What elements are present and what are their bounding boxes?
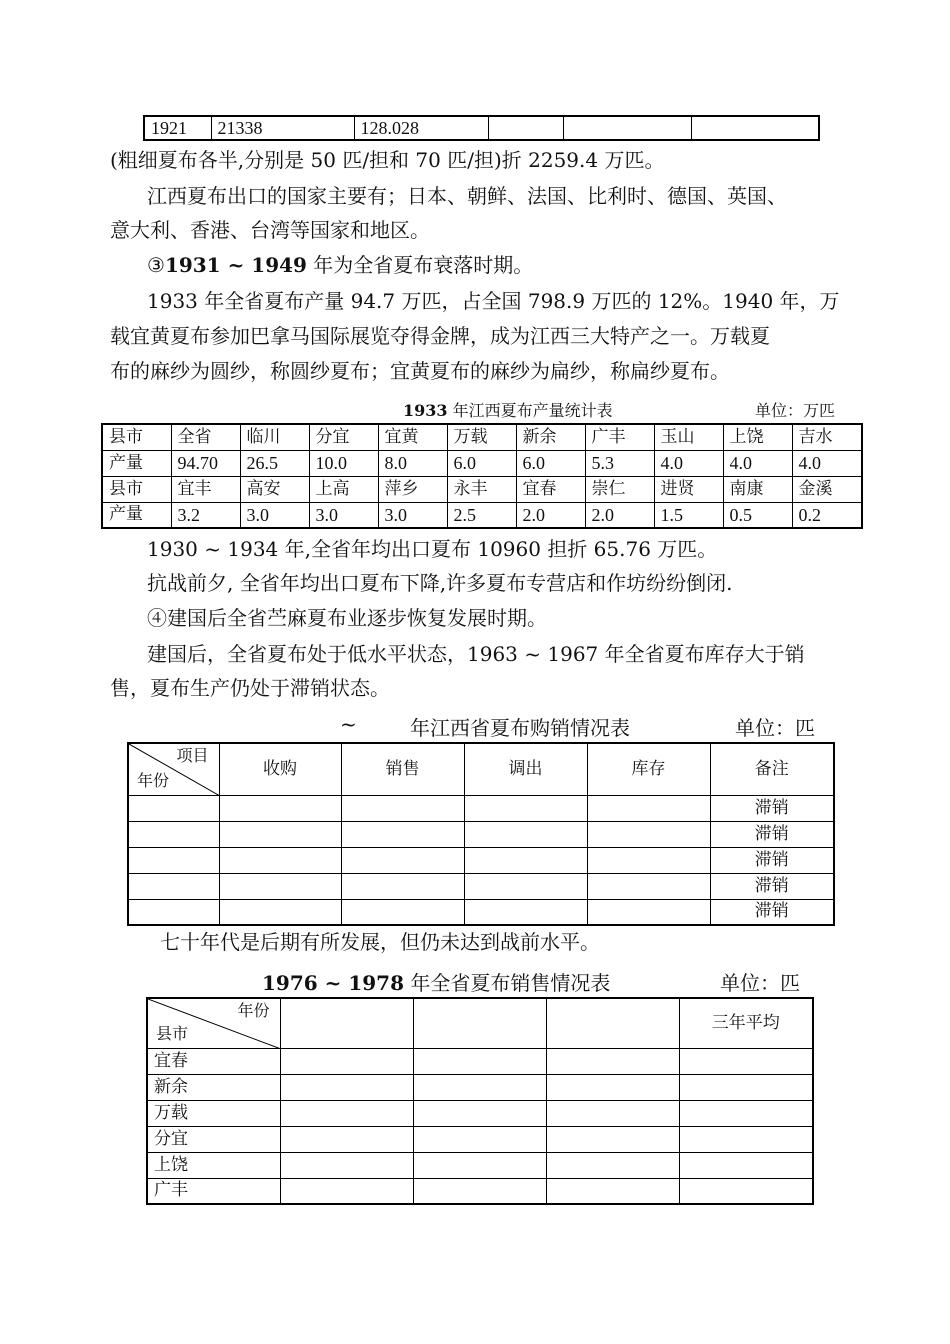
cell: 县市 [102, 424, 171, 450]
cell [546, 1152, 679, 1178]
cell [219, 873, 341, 899]
paragraph: 载宜黄夏布参加巴拿马国际展览夺得金牌，成为江西三大特产之一。万载夏 [110, 324, 770, 348]
cell [464, 795, 587, 821]
table-unit: 单位：匹 [720, 971, 800, 995]
cell [488, 116, 563, 140]
paragraph: 抗战前夕, 全省年均出口夏布下降,许多夏布专营店和作坊纷纷倒闭. [147, 571, 733, 595]
cell [280, 1074, 413, 1100]
cell: 3.2 [171, 502, 240, 528]
cell: 永丰 [447, 476, 516, 502]
cell: 1.5 [654, 502, 723, 528]
cell [219, 821, 341, 847]
cell [341, 795, 464, 821]
cell: 0.2 [792, 502, 862, 528]
cell: 新余 [147, 1074, 280, 1100]
cell: 26.5 [240, 450, 309, 476]
diag-label-top: 项目 [176, 746, 209, 765]
cell [679, 1074, 813, 1100]
table-title-year: 1976 ~ 1978 [262, 971, 405, 995]
table-title: 年江西省夏布购销情况表 [410, 716, 630, 740]
cell [219, 899, 341, 925]
cell: 21338 [211, 116, 354, 140]
cell: 万载 [447, 424, 516, 450]
table-unit: 单位：万匹 [755, 401, 836, 420]
column-header [546, 998, 679, 1048]
table-row [128, 821, 834, 847]
cell: 94.70 [171, 450, 240, 476]
cell [464, 821, 587, 847]
purchase-sales-table [127, 742, 835, 926]
cell [464, 899, 587, 925]
paragraph: 江西夏布出口的国家主要有；日本、朝鲜、法国、比利时、德国、英国、 [147, 184, 787, 208]
cell: 5.3 [585, 450, 654, 476]
diag-label-bottom: 县市 [156, 1023, 189, 1043]
cell [587, 873, 710, 899]
paragraph: 1930 ~ 1934 年,全省年均出口夏布 10960 担折 65.76 万匹。 [147, 537, 718, 561]
cell: 宜丰 [171, 476, 240, 502]
cell: 宜春 [147, 1048, 280, 1074]
diagonal-header-cell [147, 998, 280, 1048]
table-row [147, 1178, 813, 1204]
section-text: 年为全省夏布衰落时期。 [306, 253, 534, 277]
cell: 1921 [144, 116, 211, 140]
table-row [128, 873, 834, 899]
column-header: 三年平均 [679, 998, 813, 1048]
section-years: 1931 ~ 1949 [164, 253, 307, 277]
cell [280, 1126, 413, 1152]
table-title-tilde: ~ [340, 712, 357, 736]
cell [280, 1100, 413, 1126]
sales-table-1976-1978 [146, 997, 814, 1205]
cell: 南康 [723, 476, 792, 502]
cell: 4.0 [723, 450, 792, 476]
cell: 宜春 [516, 476, 585, 502]
cell [679, 1048, 813, 1074]
cell [679, 1152, 813, 1178]
table-row [147, 1074, 813, 1100]
paragraph: 1933 年全省夏布产量 94.7 万匹，占全国 798.9 万匹的 12%。1940 年，万 [147, 289, 840, 313]
cell [128, 873, 219, 899]
cell [413, 1100, 546, 1126]
top-table [143, 115, 820, 141]
paragraph: 布的麻纱为圆纱，称圆纱夏布；宜黄夏布的麻纱为扁纱，称扁纱夏布。 [110, 359, 730, 383]
cell: 萍乡 [378, 476, 447, 502]
cell: 临川 [240, 424, 309, 450]
cell [219, 847, 341, 873]
cell: 上高 [309, 476, 378, 502]
table-row [147, 1152, 813, 1178]
column-header: 库存 [587, 743, 710, 795]
cell: 3.0 [378, 502, 447, 528]
cell: 分宜 [309, 424, 378, 450]
cell: 上饶 [723, 424, 792, 450]
cell [219, 795, 341, 821]
cell: 新余 [516, 424, 585, 450]
cell: 3.0 [240, 502, 309, 528]
cell [546, 1048, 679, 1074]
cell: 县市 [102, 476, 171, 502]
cell [546, 1100, 679, 1126]
column-header [280, 998, 413, 1048]
cell [128, 795, 219, 821]
cell [691, 116, 819, 140]
cell: 玉山 [654, 424, 723, 450]
cell: 8.0 [378, 450, 447, 476]
cell [546, 1126, 679, 1152]
cell: 分宜 [147, 1126, 280, 1152]
cell [128, 847, 219, 873]
paragraph: 意大利、香港、台湾等国家和地区。 [110, 218, 430, 242]
cell [280, 1178, 413, 1204]
cell [341, 899, 464, 925]
cell: 3.0 [309, 502, 378, 528]
table-title-year: 1933 [403, 401, 448, 420]
cell: 产量 [102, 450, 171, 476]
cell: 吉水 [792, 424, 862, 450]
cell [413, 1048, 546, 1074]
cell: 10.0 [309, 450, 378, 476]
section-heading [147, 255, 533, 275]
cell: 进贤 [654, 476, 723, 502]
cell: 2.0 [516, 502, 585, 528]
cell: 6.0 [516, 450, 585, 476]
cell [413, 1074, 546, 1100]
paragraph: 建国后，全省夏布处于低水平状态，1963 ~ 1967 年全省夏布库存大于销 [147, 642, 805, 666]
cell [679, 1178, 813, 1204]
table-row [147, 1126, 813, 1152]
table-row [128, 795, 834, 821]
cell [546, 1074, 679, 1100]
cell [341, 873, 464, 899]
paragraph: 七十年代是后期有所发展，但仍未达到战前水平。 [160, 930, 600, 954]
cell: 4.0 [792, 450, 862, 476]
cell: 4.0 [654, 450, 723, 476]
cell: 2.5 [447, 502, 516, 528]
column-header: 销售 [341, 743, 464, 795]
diagonal-header-cell [128, 743, 219, 795]
section-marker: ③ [147, 253, 165, 277]
section-heading: ④建国后全省苎麻夏布业逐步恢复发展时期。 [147, 606, 547, 630]
cell: 2.0 [585, 502, 654, 528]
table-row [147, 1048, 813, 1074]
cell [413, 1126, 546, 1152]
column-header: 调出 [464, 743, 587, 795]
cell [587, 847, 710, 873]
production-table-1933 [101, 423, 863, 529]
cell [563, 116, 691, 140]
cell: 128.028 [354, 116, 488, 140]
diag-label-top: 年份 [237, 1001, 270, 1020]
cell [128, 821, 219, 847]
cell [341, 847, 464, 873]
cell [546, 1178, 679, 1204]
cell [587, 899, 710, 925]
cell: 万载 [147, 1100, 280, 1126]
cell: 滞销 [710, 821, 834, 847]
table-title-text: 年江西夏布产量统计表 [447, 401, 613, 420]
cell: 滞销 [710, 795, 834, 821]
column-header: 收购 [219, 743, 341, 795]
paragraph: 售，夏布生产仍处于滞销状态。 [110, 676, 390, 700]
cell: 0.5 [723, 502, 792, 528]
cell [587, 795, 710, 821]
table-row [147, 1100, 813, 1126]
cell [341, 821, 464, 847]
cell [280, 1152, 413, 1178]
column-header: 备注 [710, 743, 834, 795]
cell [128, 899, 219, 925]
table-title [262, 967, 610, 996]
cell [679, 1126, 813, 1152]
cell: 广丰 [147, 1178, 280, 1204]
table-title-text: 年全省夏布销售情况表 [404, 971, 611, 995]
cell [413, 1178, 546, 1204]
cell [280, 1048, 413, 1074]
table-title [403, 398, 613, 421]
cell [464, 873, 587, 899]
cell: 上饶 [147, 1152, 280, 1178]
cell: 崇仁 [585, 476, 654, 502]
cell [413, 1152, 546, 1178]
cell: 滞销 [710, 873, 834, 899]
table-row [128, 899, 834, 925]
table-unit: 单位：匹 [735, 716, 815, 740]
cell [587, 821, 710, 847]
column-header [413, 998, 546, 1048]
cell: 滞销 [710, 847, 834, 873]
cell: 宜黄 [378, 424, 447, 450]
cell: 6.0 [447, 450, 516, 476]
table-row [128, 847, 834, 873]
cell: 金溪 [792, 476, 862, 502]
cell: 产量 [102, 502, 171, 528]
cell: 滞销 [710, 899, 834, 925]
paragraph: (粗细夏布各半,分别是 50 匹/担和 70 匹/担)折 2259.4 万匹。 [110, 148, 665, 172]
cell: 全省 [171, 424, 240, 450]
cell [679, 1100, 813, 1126]
cell [464, 847, 587, 873]
diag-label-bottom: 年份 [137, 770, 170, 790]
cell: 广丰 [585, 424, 654, 450]
cell: 高安 [240, 476, 309, 502]
